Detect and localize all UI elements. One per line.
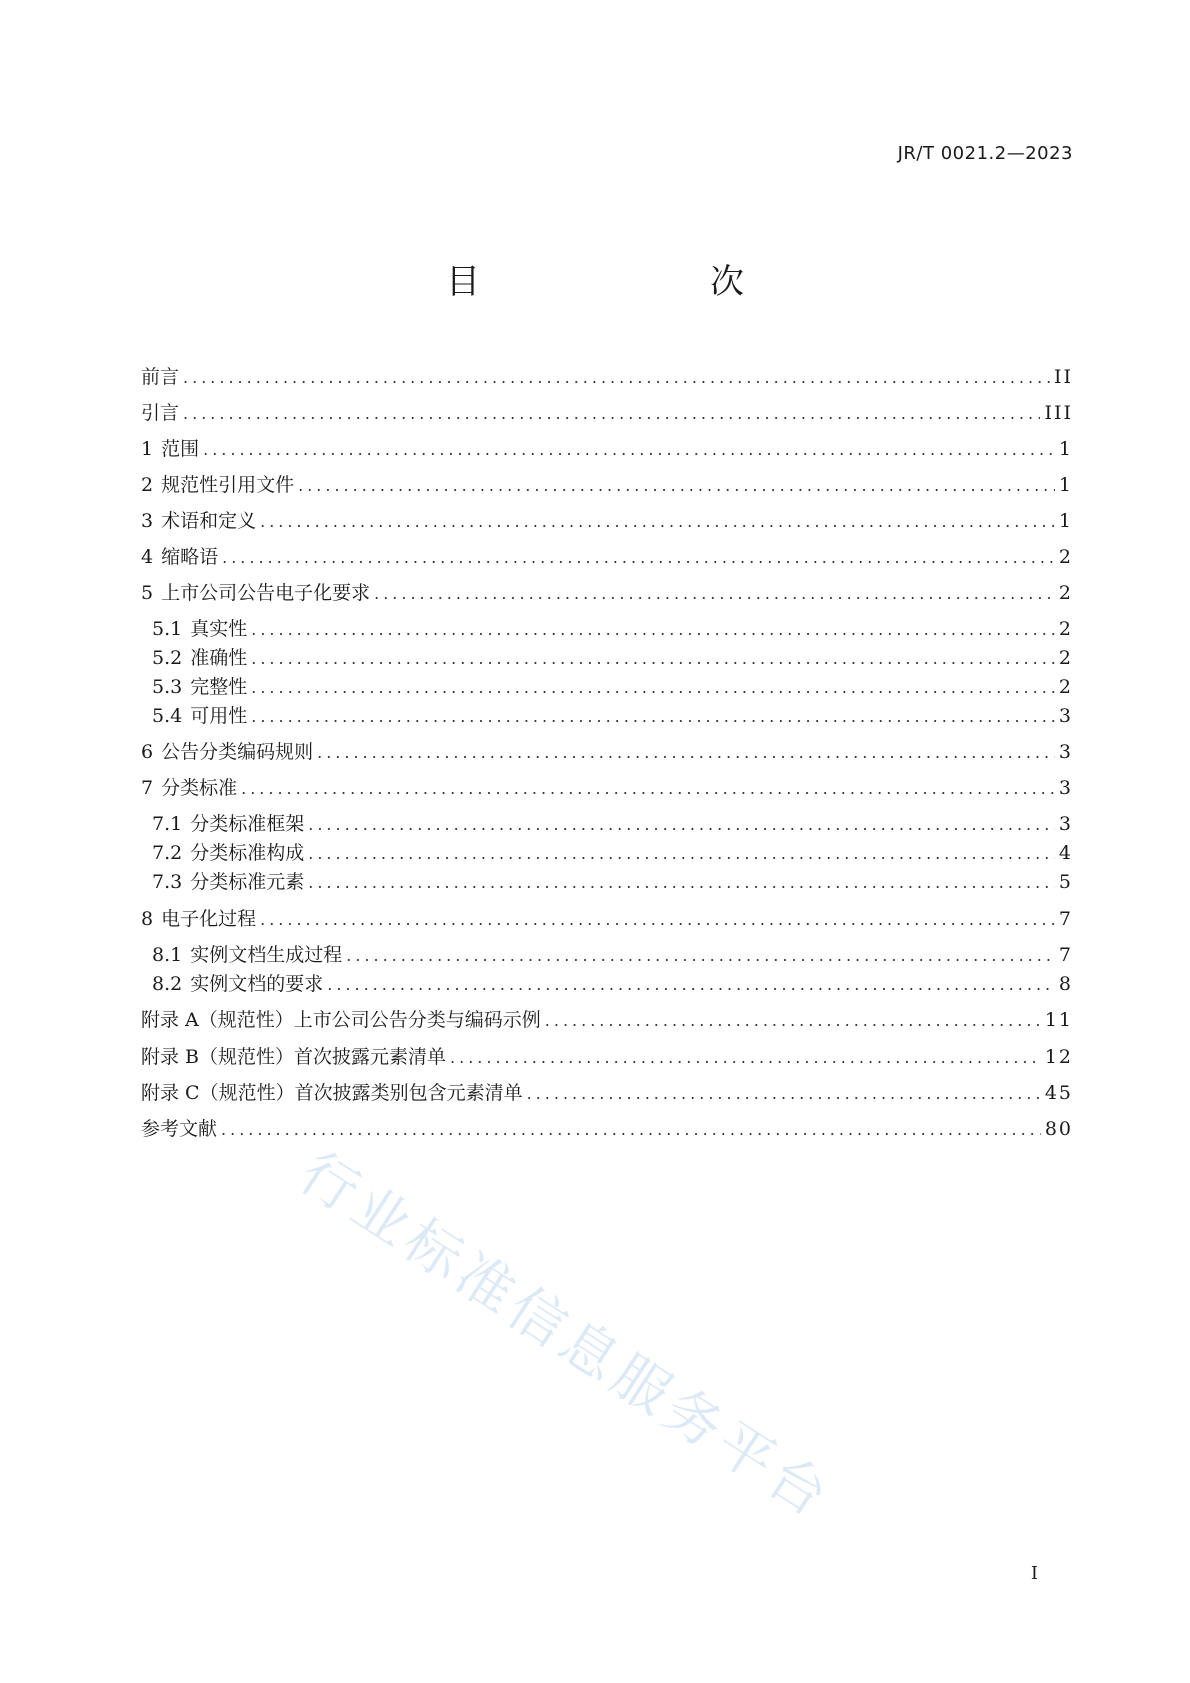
toc-entry-label: 前言 xyxy=(141,366,180,388)
toc-entry-page: 8 xyxy=(1058,973,1073,995)
toc-entry-number: 6 xyxy=(141,741,154,763)
toc-entry-number: 7.3 xyxy=(152,871,183,893)
toc-entry[interactable] xyxy=(141,363,1073,391)
toc-entry-label: 参考文献 xyxy=(141,1118,218,1140)
toc-entry[interactable] xyxy=(152,810,1073,838)
toc-dot-leader xyxy=(260,906,1055,934)
toc-entry-label: 实例文档的要求 xyxy=(190,973,324,995)
toc-entry-label: 完整性 xyxy=(190,676,248,698)
toc-entry[interactable] xyxy=(141,471,1073,499)
toc-entry-page: 45 xyxy=(1044,1082,1073,1104)
toc-entry-page: 2 xyxy=(1058,618,1073,640)
toc-entry[interactable] xyxy=(141,1115,1073,1143)
toc-entry-label: 上市公司公告电子化要求 xyxy=(161,582,371,604)
toc-entry[interactable] xyxy=(141,579,1073,607)
toc-title: 目 次 xyxy=(446,262,798,302)
toc-entry-page: 11 xyxy=(1044,1009,1073,1031)
toc-entry-page: 1 xyxy=(1058,510,1073,532)
toc-entry-page: 3 xyxy=(1058,777,1073,799)
toc-entry-page: 3 xyxy=(1058,705,1073,727)
toc-entry[interactable] xyxy=(141,774,1073,802)
watermark: 行业标准信息服务平台 xyxy=(288,1140,844,1533)
toc-dot-leader xyxy=(251,674,1055,702)
toc-entry-label: 分类标准框架 xyxy=(190,813,305,835)
toc-dot-leader xyxy=(308,811,1055,839)
toc-entry-page: 7 xyxy=(1058,944,1073,966)
toc-entry[interactable] xyxy=(141,1006,1073,1034)
toc-entry-page: 3 xyxy=(1058,741,1073,763)
toc-entry-number: 4 xyxy=(141,546,154,568)
toc-entry-label: 附录 B（规范性）首次披露元素清单 xyxy=(141,1046,447,1068)
toc-dot-leader xyxy=(251,645,1055,673)
toc-entry[interactable] xyxy=(141,507,1073,535)
toc-entry[interactable] xyxy=(141,435,1073,463)
toc-entry[interactable] xyxy=(152,941,1073,969)
toc-entry-number: 5.1 xyxy=(152,618,183,640)
page-number: I xyxy=(1030,1563,1038,1584)
document-code: JR/T 0021.2—2023 xyxy=(897,143,1073,164)
toc-entry-number: 3 xyxy=(141,510,154,532)
toc-dot-leader xyxy=(545,1007,1041,1035)
toc-entry-page: 7 xyxy=(1058,908,1073,930)
toc-entry-label: 附录 C（规范性）首次披露类别包含元素清单 xyxy=(141,1082,523,1104)
toc-entry-page: 2 xyxy=(1058,647,1073,669)
toc-entry-number: 8.1 xyxy=(152,944,183,966)
toc-entry-label: 真实性 xyxy=(190,618,248,640)
toc-entry-number: 7 xyxy=(141,777,154,799)
toc-dot-leader xyxy=(222,544,1055,572)
toc-entry-number: 2 xyxy=(141,474,154,496)
toc-entry-page: 2 xyxy=(1058,546,1073,568)
toc-entry[interactable] xyxy=(141,399,1073,427)
toc-entry-label: 引言 xyxy=(141,402,180,424)
toc-entry-number: 5 xyxy=(141,582,154,604)
toc-entry-number: 5.4 xyxy=(152,705,183,727)
toc-dot-leader xyxy=(374,580,1055,608)
toc-dot-leader xyxy=(251,703,1055,731)
toc-dot-leader xyxy=(450,1044,1041,1072)
toc-entry-page: 80 xyxy=(1044,1118,1073,1140)
toc-dot-leader xyxy=(241,775,1055,803)
toc-entry-page: 4 xyxy=(1058,842,1073,864)
toc-entry-label: 分类标准 xyxy=(161,777,238,799)
toc-entry-label: 准确性 xyxy=(190,647,248,669)
toc-entry-page: 5 xyxy=(1058,871,1073,893)
toc-entry-label: 分类标准元素 xyxy=(190,871,305,893)
toc-entry-page: 3 xyxy=(1058,813,1073,835)
toc-entry-label: 附录 A（规范性）上市公司公告分类与编码示例 xyxy=(141,1009,541,1031)
toc-entry-page: III xyxy=(1044,402,1073,424)
toc-dot-leader xyxy=(221,1116,1041,1144)
toc-entry-number: 1 xyxy=(141,438,154,460)
toc-entry-label: 实例文档生成过程 xyxy=(190,944,343,966)
toc-entry[interactable] xyxy=(152,970,1073,998)
toc-entry-page: II xyxy=(1053,366,1073,388)
toc-dot-leader xyxy=(298,472,1055,500)
toc-dot-leader xyxy=(183,400,1040,428)
toc-dot-leader xyxy=(308,869,1055,897)
toc-dot-leader xyxy=(346,942,1055,970)
toc-dot-leader xyxy=(203,436,1055,464)
toc-entry-label: 缩略语 xyxy=(161,546,219,568)
toc-dot-leader xyxy=(260,508,1055,536)
toc-entry-page: 2 xyxy=(1058,582,1073,604)
toc-entry-label: 术语和定义 xyxy=(161,510,257,532)
toc-entry-page: 2 xyxy=(1058,676,1073,698)
toc-entry-label: 范围 xyxy=(161,438,200,460)
toc-entry-number: 8.2 xyxy=(152,973,183,995)
toc-entry[interactable] xyxy=(152,868,1073,896)
toc-dot-leader xyxy=(308,840,1055,868)
toc-entry[interactable] xyxy=(152,839,1073,867)
toc-entry-number: 8 xyxy=(141,908,154,930)
toc-entry[interactable] xyxy=(152,615,1073,643)
toc-dot-leader xyxy=(527,1080,1041,1108)
toc-entry[interactable] xyxy=(141,1079,1073,1107)
toc-entry-number: 7.2 xyxy=(152,842,183,864)
toc-entry-label: 规范性引用文件 xyxy=(161,474,295,496)
toc-entry-number: 7.1 xyxy=(152,813,183,835)
toc-entry-page: 12 xyxy=(1044,1046,1073,1068)
toc-entry-label: 分类标准构成 xyxy=(190,842,305,864)
toc-entry[interactable] xyxy=(141,905,1073,933)
toc-entry[interactable] xyxy=(141,543,1073,571)
toc-entry-number: 5.2 xyxy=(152,647,183,669)
toc-dot-leader xyxy=(183,364,1050,392)
toc-entry[interactable] xyxy=(141,738,1073,766)
toc-entry[interactable] xyxy=(141,1043,1073,1071)
toc-entry-number: 5.3 xyxy=(152,676,183,698)
toc-entry-page: 1 xyxy=(1058,474,1073,496)
toc-entry-label: 公告分类编码规则 xyxy=(161,741,314,763)
toc-entry-label: 电子化过程 xyxy=(161,908,257,930)
toc-dot-leader xyxy=(317,739,1055,767)
toc-entry-label: 可用性 xyxy=(190,705,248,727)
toc-entry-page: 1 xyxy=(1058,438,1073,460)
toc-dot-leader xyxy=(327,971,1055,999)
toc-entry[interactable] xyxy=(152,673,1073,701)
toc-entry[interactable] xyxy=(152,702,1073,730)
toc-dot-leader xyxy=(251,616,1055,644)
toc-entry[interactable] xyxy=(152,644,1073,672)
